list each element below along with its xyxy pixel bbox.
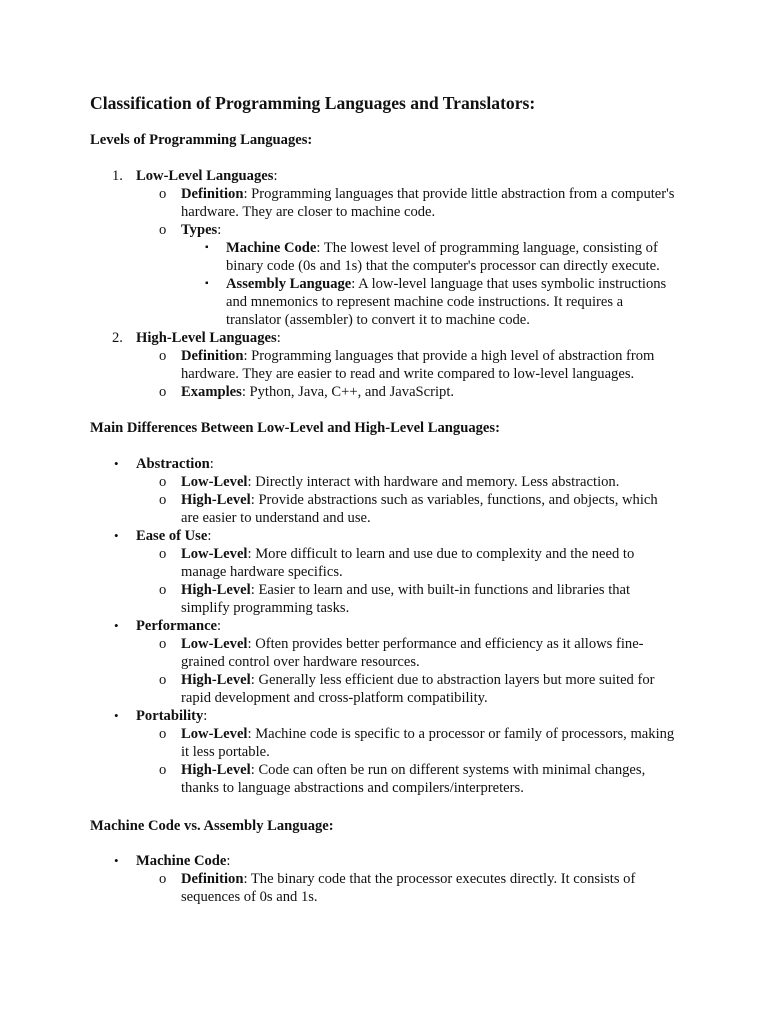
list-item-ease-high bbox=[0, 581, 676, 617]
item-label: Assembly Language bbox=[226, 276, 352, 292]
item-label: Types bbox=[181, 222, 218, 238]
item-label: High-Level bbox=[181, 582, 251, 598]
list-number: 1. bbox=[112, 168, 123, 184]
item-separator: : bbox=[250, 762, 255, 778]
list-item-high-level-languages bbox=[0, 329, 676, 347]
section-heading-levels: Levels of Programming Languages: bbox=[90, 132, 313, 148]
circle-bullet: o bbox=[159, 726, 167, 742]
document-title: Classification of Programming Languages and Translators: bbox=[90, 93, 536, 113]
item-label: Examples bbox=[181, 384, 242, 400]
item-label: Abstraction bbox=[136, 456, 210, 472]
list-item-abstraction-high bbox=[0, 491, 676, 527]
disc-bullet: • bbox=[114, 456, 119, 471]
item-label: Low-Level bbox=[181, 636, 248, 652]
disc-bullet: • bbox=[114, 853, 119, 868]
list-item-ease-of-use bbox=[0, 527, 676, 545]
circle-bullet: o bbox=[159, 762, 167, 778]
item-separator: : bbox=[217, 222, 222, 238]
section-heading-differences: Main Differences Between Low-Level and High-Level Languages: bbox=[90, 420, 500, 436]
item-label: Ease of Use bbox=[136, 528, 208, 544]
list-item-portability-low bbox=[0, 725, 676, 761]
levels-list bbox=[0, 167, 768, 401]
disc-bullet: • bbox=[114, 618, 119, 633]
item-separator: : bbox=[250, 582, 255, 598]
item-label: Definition bbox=[181, 871, 244, 887]
list-item-performance-low bbox=[0, 635, 676, 671]
item-label: Machine Code bbox=[136, 853, 227, 869]
item-label: Definition bbox=[181, 348, 244, 364]
item-separator: : bbox=[351, 276, 356, 292]
circle-bullet: o bbox=[159, 636, 167, 652]
item-label: Low-Level bbox=[181, 474, 248, 490]
circle-bullet: o bbox=[159, 582, 167, 598]
circle-bullet: o bbox=[159, 222, 167, 238]
section-heading-machine-vs-assembly: Machine Code vs. Assembly Language: bbox=[90, 818, 334, 834]
disc-bullet: • bbox=[114, 528, 119, 543]
item-label: Performance bbox=[136, 618, 218, 634]
item-text: Often provides better performance and efficiency as it allows fine-grained control over hardware resources. bbox=[181, 636, 644, 670]
item-separator: : bbox=[217, 618, 222, 634]
list-item-machine-code bbox=[0, 852, 676, 870]
item-text: Programming languages that provide a high level of abstraction from hardware. They are easier to read and write compared to low-level languages. bbox=[181, 348, 655, 382]
item-label: Definition bbox=[181, 186, 244, 202]
square-bullet: ▪ bbox=[205, 242, 209, 253]
item-separator: : bbox=[226, 853, 231, 869]
item-separator: : bbox=[250, 492, 255, 508]
item-text: Directly interact with hardware and memory. Less abstraction. bbox=[251, 474, 620, 490]
item-text: Python, Java, C++, and JavaScript. bbox=[245, 384, 455, 400]
item-separator: : bbox=[276, 330, 281, 346]
item-label: Machine Code bbox=[226, 240, 317, 256]
item-separator: : bbox=[247, 546, 252, 562]
item-separator: : bbox=[243, 871, 248, 887]
circle-bullet: o bbox=[159, 546, 167, 562]
item-text: Programming languages that provide little abstraction from a computer's hardware. They are closer to machine code. bbox=[181, 186, 675, 220]
item-separator: : bbox=[250, 672, 255, 688]
item-label: High-Level Languages bbox=[136, 330, 277, 346]
item-label: High-Level bbox=[181, 672, 251, 688]
item-label: Low-Level bbox=[181, 546, 248, 562]
list-item-low-level-languages bbox=[0, 167, 676, 185]
circle-bullet: o bbox=[159, 186, 167, 202]
item-text: Code can often be run on different systems with minimal changes, thanks to language abstractions and compilers/interpreters. bbox=[181, 762, 646, 796]
item-separator: : bbox=[243, 348, 248, 364]
disc-bullet: • bbox=[114, 708, 119, 723]
circle-bullet: o bbox=[159, 384, 167, 400]
item-label: High-Level bbox=[181, 492, 251, 508]
list-item-ease-low bbox=[0, 545, 676, 581]
item-separator: : bbox=[207, 528, 212, 544]
list-item-abstraction bbox=[0, 455, 676, 473]
item-text: Machine code is specific to a processor or family of processors, making it less portable. bbox=[181, 726, 675, 760]
list-item-portability bbox=[0, 707, 676, 725]
item-separator: : bbox=[247, 636, 252, 652]
item-text: A low-level language that uses symbolic instructions and mnemonics to represent machine code instructions. It requires a translator (assembler) to convert it to machine code. bbox=[226, 276, 667, 328]
list-item-abstraction-low bbox=[0, 473, 676, 491]
list-item-portability-high bbox=[0, 761, 676, 797]
circle-bullet: o bbox=[159, 348, 167, 364]
item-separator: : bbox=[203, 708, 208, 724]
item-label: Low-Level Languages bbox=[136, 168, 274, 184]
circle-bullet: o bbox=[159, 492, 167, 508]
item-text: Generally less efficient due to abstraction layers but more suited for rapid development and cross-platform compatibility. bbox=[181, 672, 655, 706]
item-separator: : bbox=[209, 456, 214, 472]
item-label: Low-Level bbox=[181, 726, 248, 742]
item-separator: : bbox=[273, 168, 278, 184]
list-item-machine-code-type bbox=[0, 239, 676, 275]
item-text: The binary code that the processor executes directly. It consists of sequences of 0s and 1s. bbox=[181, 871, 636, 905]
item-separator: : bbox=[316, 240, 321, 256]
list-number: 2. bbox=[112, 330, 123, 346]
list-item-assembly-language-type bbox=[0, 275, 676, 329]
item-text: More difficult to learn and use due to complexity and the need to manage hardware specifics. bbox=[181, 546, 635, 580]
item-label: Portability bbox=[136, 708, 204, 724]
item-text: The lowest level of programming language, consisting of binary code (0s and 1s) that the computer's processor can directly execute. bbox=[226, 240, 660, 274]
item-separator: : bbox=[247, 726, 252, 742]
differences-list bbox=[0, 455, 768, 797]
item-separator: : bbox=[241, 384, 246, 400]
list-item-low-definition bbox=[0, 185, 676, 221]
list-item-machine-code-definition bbox=[0, 870, 676, 906]
list-item-types bbox=[0, 221, 676, 239]
square-bullet: ▪ bbox=[205, 278, 209, 289]
item-separator: : bbox=[243, 186, 248, 202]
list-item-performance bbox=[0, 617, 676, 635]
machine-vs-assembly-list bbox=[0, 852, 768, 906]
item-label: High-Level bbox=[181, 762, 251, 778]
list-item-high-definition bbox=[0, 347, 676, 383]
circle-bullet: o bbox=[159, 474, 167, 490]
item-text: Easier to learn and use, with built-in functions and libraries that simplify programming tasks. bbox=[181, 582, 631, 616]
circle-bullet: o bbox=[159, 871, 167, 887]
item-separator: : bbox=[247, 474, 252, 490]
circle-bullet: o bbox=[159, 672, 167, 688]
list-item-performance-high bbox=[0, 671, 676, 707]
item-text: Provide abstractions such as variables, functions, and objects, which are easier to understand and use. bbox=[181, 492, 658, 526]
list-item-examples bbox=[0, 383, 676, 401]
